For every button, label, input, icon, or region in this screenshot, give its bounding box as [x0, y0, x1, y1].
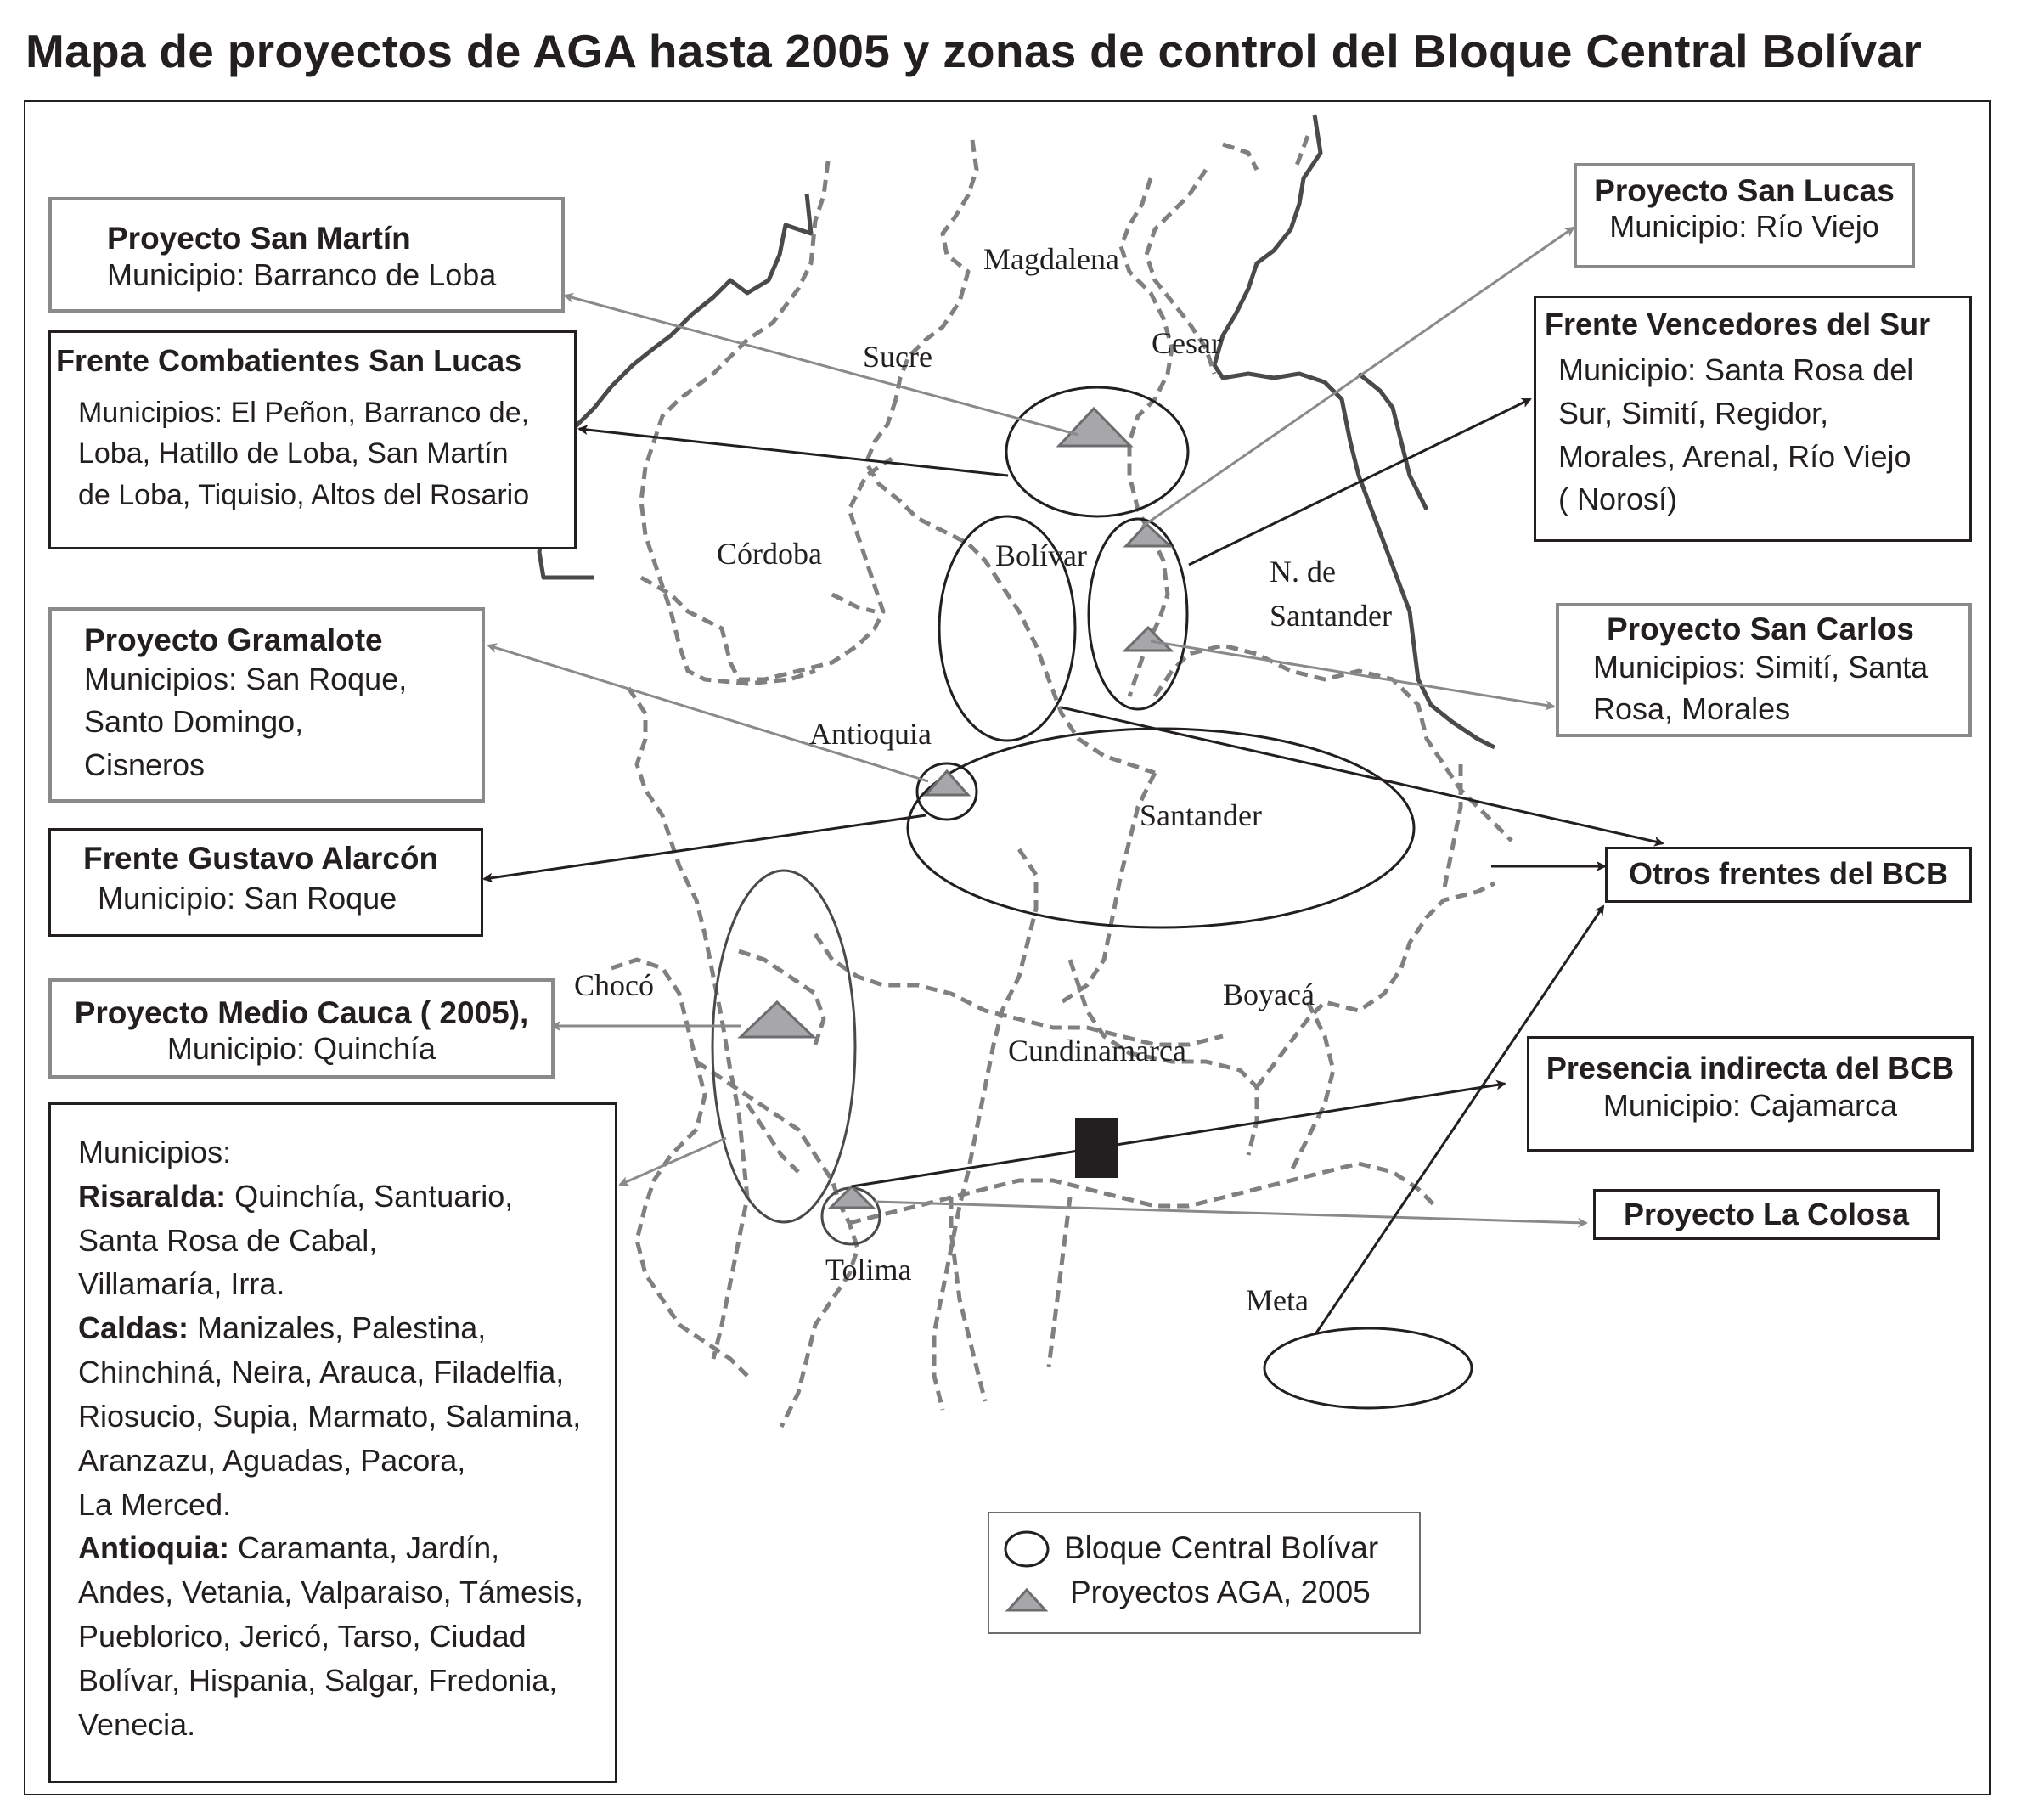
- box-title: Frente Gustavo Alarcón: [83, 841, 439, 876]
- bcb-zones: [908, 387, 1472, 1408]
- box-text: Santo Domingo,: [84, 704, 304, 740]
- bcb-zone-sur-bolivar-east: [1089, 519, 1187, 709]
- region-label: Bolívar: [995, 538, 1087, 572]
- box-text: Municipio: Quinchía: [166, 1031, 436, 1066]
- map-title: Mapa de proyectos de AGA hasta 2005 y zonas de control del Bloque Central Bolívar: [25, 25, 1923, 77]
- box-text: Municipios: Simití, Santa: [1593, 650, 1929, 685]
- box-text: Cisneros: [84, 747, 206, 782]
- box-title: Proyecto Medio Cauca ( 2005),: [74, 995, 529, 1030]
- region-label: Antioquia: [809, 717, 932, 751]
- list-text: Quinchía, Santuario,: [226, 1178, 514, 1214]
- box-presencia-indirecta-bcb: [1527, 1036, 1974, 1152]
- region-label: Boyacá: [1223, 978, 1315, 1011]
- triangle-icon: [1125, 628, 1171, 651]
- box-title: Proyecto San Lucas: [1594, 173, 1895, 208]
- list-text: Aranzazu, Aguadas, Pacora,: [78, 1442, 466, 1478]
- list-line: [78, 1175, 615, 1219]
- triangle-icon: [1126, 524, 1170, 546]
- map-legend: [988, 1512, 1421, 1634]
- box-text: Municipio: San Roque: [98, 881, 397, 916]
- aga-projects: [741, 409, 1171, 1208]
- region-label: Tolima: [825, 1253, 912, 1287]
- list-line: [78, 1306, 615, 1350]
- list-text: Caramanta, Jardín,: [228, 1530, 500, 1566]
- box-text: Municipio: Santa Rosa del: [1558, 352, 1914, 387]
- triangle-icon: [1008, 1590, 1045, 1610]
- list-text: Chinchiná, Neira, Arauca, Filadelfia,: [78, 1355, 565, 1390]
- box-title: Otros frentes del BCB: [1628, 856, 1949, 891]
- triangle-icon: [926, 771, 968, 795]
- region-label: N. de: [1270, 555, 1336, 589]
- box-proyecto-gramalote: [48, 607, 485, 803]
- box-text: Municipio: Barranco de Loba: [107, 257, 497, 292]
- box-frente-gustavo-alarcon: [48, 828, 483, 937]
- box-frente-vencedores-del-sur: [1534, 296, 1972, 542]
- list-line: [78, 1526, 615, 1570]
- department-name: Antioquia:: [78, 1530, 229, 1566]
- box-title: Proyecto La Colosa: [1623, 1197, 1910, 1231]
- box-proyecto-san-carlos: [1556, 603, 1972, 737]
- region-label: Cundinamarca: [1008, 1034, 1186, 1068]
- list-text: Venecia.: [78, 1706, 196, 1742]
- box-title: Proyecto San Carlos: [1607, 611, 1914, 646]
- box-text: ( Norosí): [1558, 482, 1678, 517]
- region-label: Sucre: [863, 340, 932, 374]
- region-label: Cesar: [1152, 326, 1221, 360]
- box-title: Proyecto Gramalote: [84, 623, 383, 657]
- box-text: de Loba, Tiquisio, Altos del Rosario: [78, 478, 530, 511]
- list-text: Pueblorico, Jericó, Tarso, Ciudad: [78, 1619, 527, 1654]
- region-label: Magdalena: [983, 242, 1119, 276]
- box-text: Sur, Simití, Regidor,: [1558, 395, 1829, 431]
- department-name: Caldas:: [78, 1310, 189, 1346]
- department-name: Risaralda:: [78, 1178, 227, 1214]
- list-text: La Merced.: [78, 1486, 232, 1522]
- region-label: Chocó: [574, 968, 654, 1002]
- bcb-zone-medio-cauca: [712, 871, 855, 1222]
- triangle-icon: [1059, 409, 1130, 446]
- list-text: Manizales, Palestina,: [189, 1310, 487, 1346]
- box-municipios-list: [48, 1102, 617, 1783]
- list-text: Andes, Vetania, Valparaiso, Támesis,: [78, 1575, 584, 1610]
- department-boundaries: [611, 136, 1512, 1427]
- legend-symbols: [1001, 1522, 1052, 1624]
- box-proyecto-san-lucas: [1574, 163, 1915, 268]
- list-text: Bolívar, Hispania, Salgar, Fredonia,: [78, 1662, 558, 1698]
- list-text: Santa Rosa de Cabal,: [78, 1222, 378, 1258]
- box-text: Rosa, Morales: [1593, 690, 1791, 726]
- box-title: Proyecto San Martín: [107, 221, 411, 256]
- legend-bcb-label: Bloque Central Bolívar: [1064, 1530, 1379, 1565]
- box-text: Loba, Hatillo de Loba, San Martín: [78, 437, 509, 470]
- box-otros-frentes-bcb: [1605, 847, 1972, 903]
- box-title: Frente Vencedores del Sur: [1545, 307, 1931, 341]
- list-text: Villamaría, Irra.: [78, 1266, 285, 1302]
- box-text: Municipio: Cajamarca: [1602, 1088, 1898, 1123]
- box-text: Municipio: Río Viejo: [1609, 209, 1879, 244]
- bcb-zone-meta: [1264, 1328, 1472, 1408]
- box-text: Municipios: San Roque,: [84, 662, 408, 696]
- box-text: Morales, Arenal, Río Viejo: [1558, 438, 1912, 474]
- region-label: Santander: [1270, 599, 1392, 633]
- box-title: Frente Combatientes San Lucas: [56, 343, 522, 378]
- box-proyecto-san-martin: [48, 197, 565, 313]
- region-label: Santander: [1140, 798, 1262, 832]
- ellipse-icon: [1005, 1532, 1048, 1566]
- region-label: Meta: [1246, 1283, 1309, 1317]
- box-proyecto-medio-cauca: [48, 978, 555, 1079]
- region-label: Córdoba: [717, 537, 822, 571]
- list-text: Riosucio, Supia, Marmato, Salamina,: [78, 1398, 582, 1434]
- box-frente-combatientes-san-lucas: [48, 330, 577, 549]
- box-proyecto-la-colosa: [1593, 1189, 1940, 1240]
- list-heading: Municipios:: [78, 1135, 232, 1169]
- region-labels: [574, 242, 1392, 1317]
- legend-aga-label: Proyectos AGA, 2005: [1070, 1575, 1371, 1609]
- triangle-icon: [741, 1002, 814, 1037]
- bcb-zone-sur-bolivar-north: [1006, 387, 1188, 516]
- box-title: Presencia indirecta del BCB: [1546, 1051, 1955, 1085]
- box-text: Municipios: El Peñon, Barranco de,: [78, 397, 530, 429]
